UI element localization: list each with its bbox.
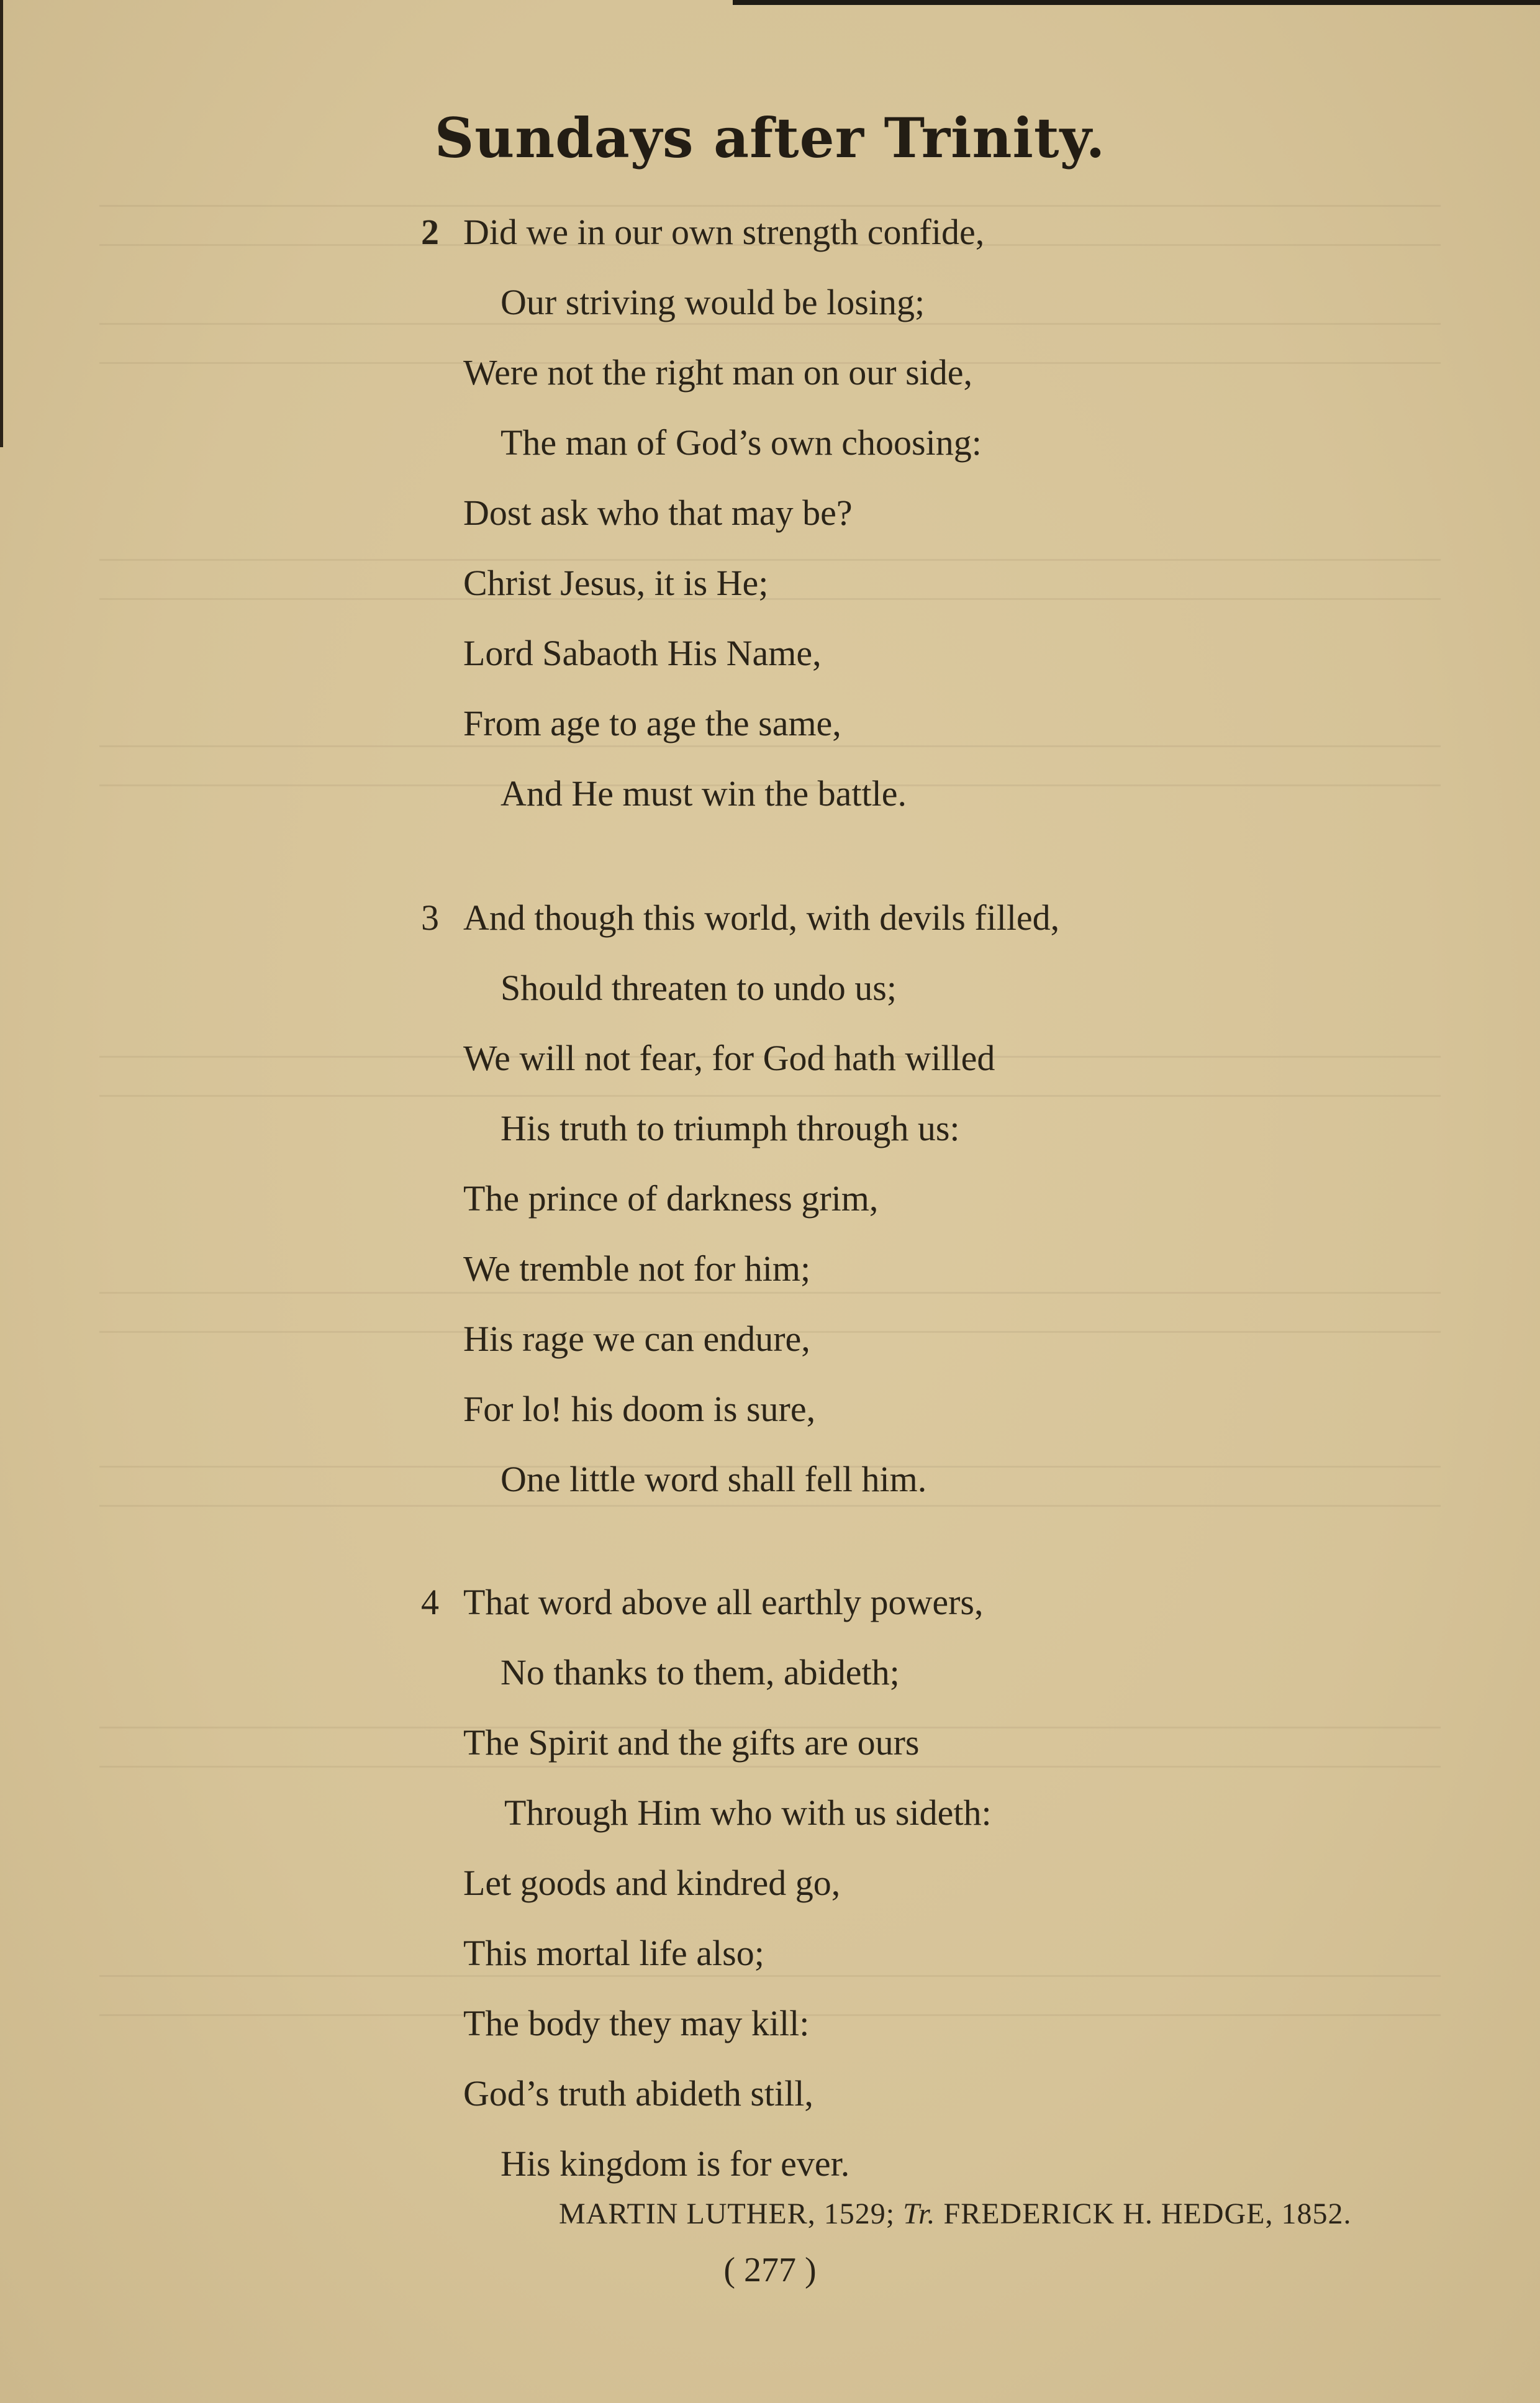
verse-line: And He must win the battle. <box>500 773 907 814</box>
verse-line: The body they may kill: <box>463 2003 810 2043</box>
verse-line: Were not the right man on our side, <box>463 352 973 393</box>
author-year: 1529 <box>823 2197 886 2230</box>
verse-number: 4 <box>421 1582 439 1622</box>
verse-line: We will not fear, for God hath willed <box>463 1038 995 1078</box>
verse-line: And though this world, with devils filled, <box>463 897 1060 938</box>
verse-line: From age to age the same, <box>463 703 841 743</box>
verse-line: No thanks to them, abideth; <box>500 1652 900 1692</box>
verse-line: Dost ask who that may be? <box>463 493 853 533</box>
verse-line: His truth to triumph through us: <box>500 1108 960 1148</box>
verse-line: That word above all earthly powers, <box>463 1582 984 1622</box>
verse-line: One little word shall fell him. <box>500 1459 927 1499</box>
verse-line: Our striving would be losing; <box>500 282 925 322</box>
verse-line: For lo! his doom is sure, <box>463 1389 816 1429</box>
author-name: MARTIN LUTHER <box>559 2197 808 2230</box>
verse-line: This mortal life also; <box>463 1933 764 1973</box>
verse-line: Did we in our own strength confide, <box>463 212 985 252</box>
verse-line: Through Him who with us sideth: <box>504 1792 992 1833</box>
hymn-attribution: MARTIN LUTHER, 1529; Tr. FREDERICK H. HEDGE, 1852. <box>559 2197 1352 2230</box>
verse-line: Should threaten to undo us; <box>500 968 897 1008</box>
verse-line: We tremble not for him; <box>463 1248 811 1289</box>
verse-line: Let goods and kindred go, <box>463 1863 841 1903</box>
verse-line: His rage we can endure, <box>463 1319 810 1359</box>
verse-number: 2 <box>421 212 439 252</box>
verse-line: The prince of darkness grim, <box>463 1178 879 1219</box>
verse-line: The man of God’s own choosing: <box>500 422 982 463</box>
verse-line: Christ Jesus, it is He; <box>463 563 769 603</box>
verse-line: His kingdom is for ever. <box>500 2143 850 2184</box>
translator-name: FREDERICK H. HEDGE <box>943 2197 1266 2230</box>
translator-abbrev: Tr. <box>903 2197 936 2230</box>
translator-year: 1852 <box>1281 2197 1344 2230</box>
left-page-edge <box>0 0 3 447</box>
page-title: Sundays after Trinity. <box>434 106 1106 170</box>
bleed-through-staff <box>99 559 1441 600</box>
top-border-rule <box>733 0 1540 5</box>
verse-line: The Spirit and the gifts are ours <box>463 1722 920 1763</box>
verse-line: God’s truth abideth still, <box>463 2073 813 2114</box>
verse-line: Lord Sabaoth His Name, <box>463 633 822 673</box>
page-number: ( 277 ) <box>723 2251 817 2289</box>
verse-number: 3 <box>421 897 439 938</box>
